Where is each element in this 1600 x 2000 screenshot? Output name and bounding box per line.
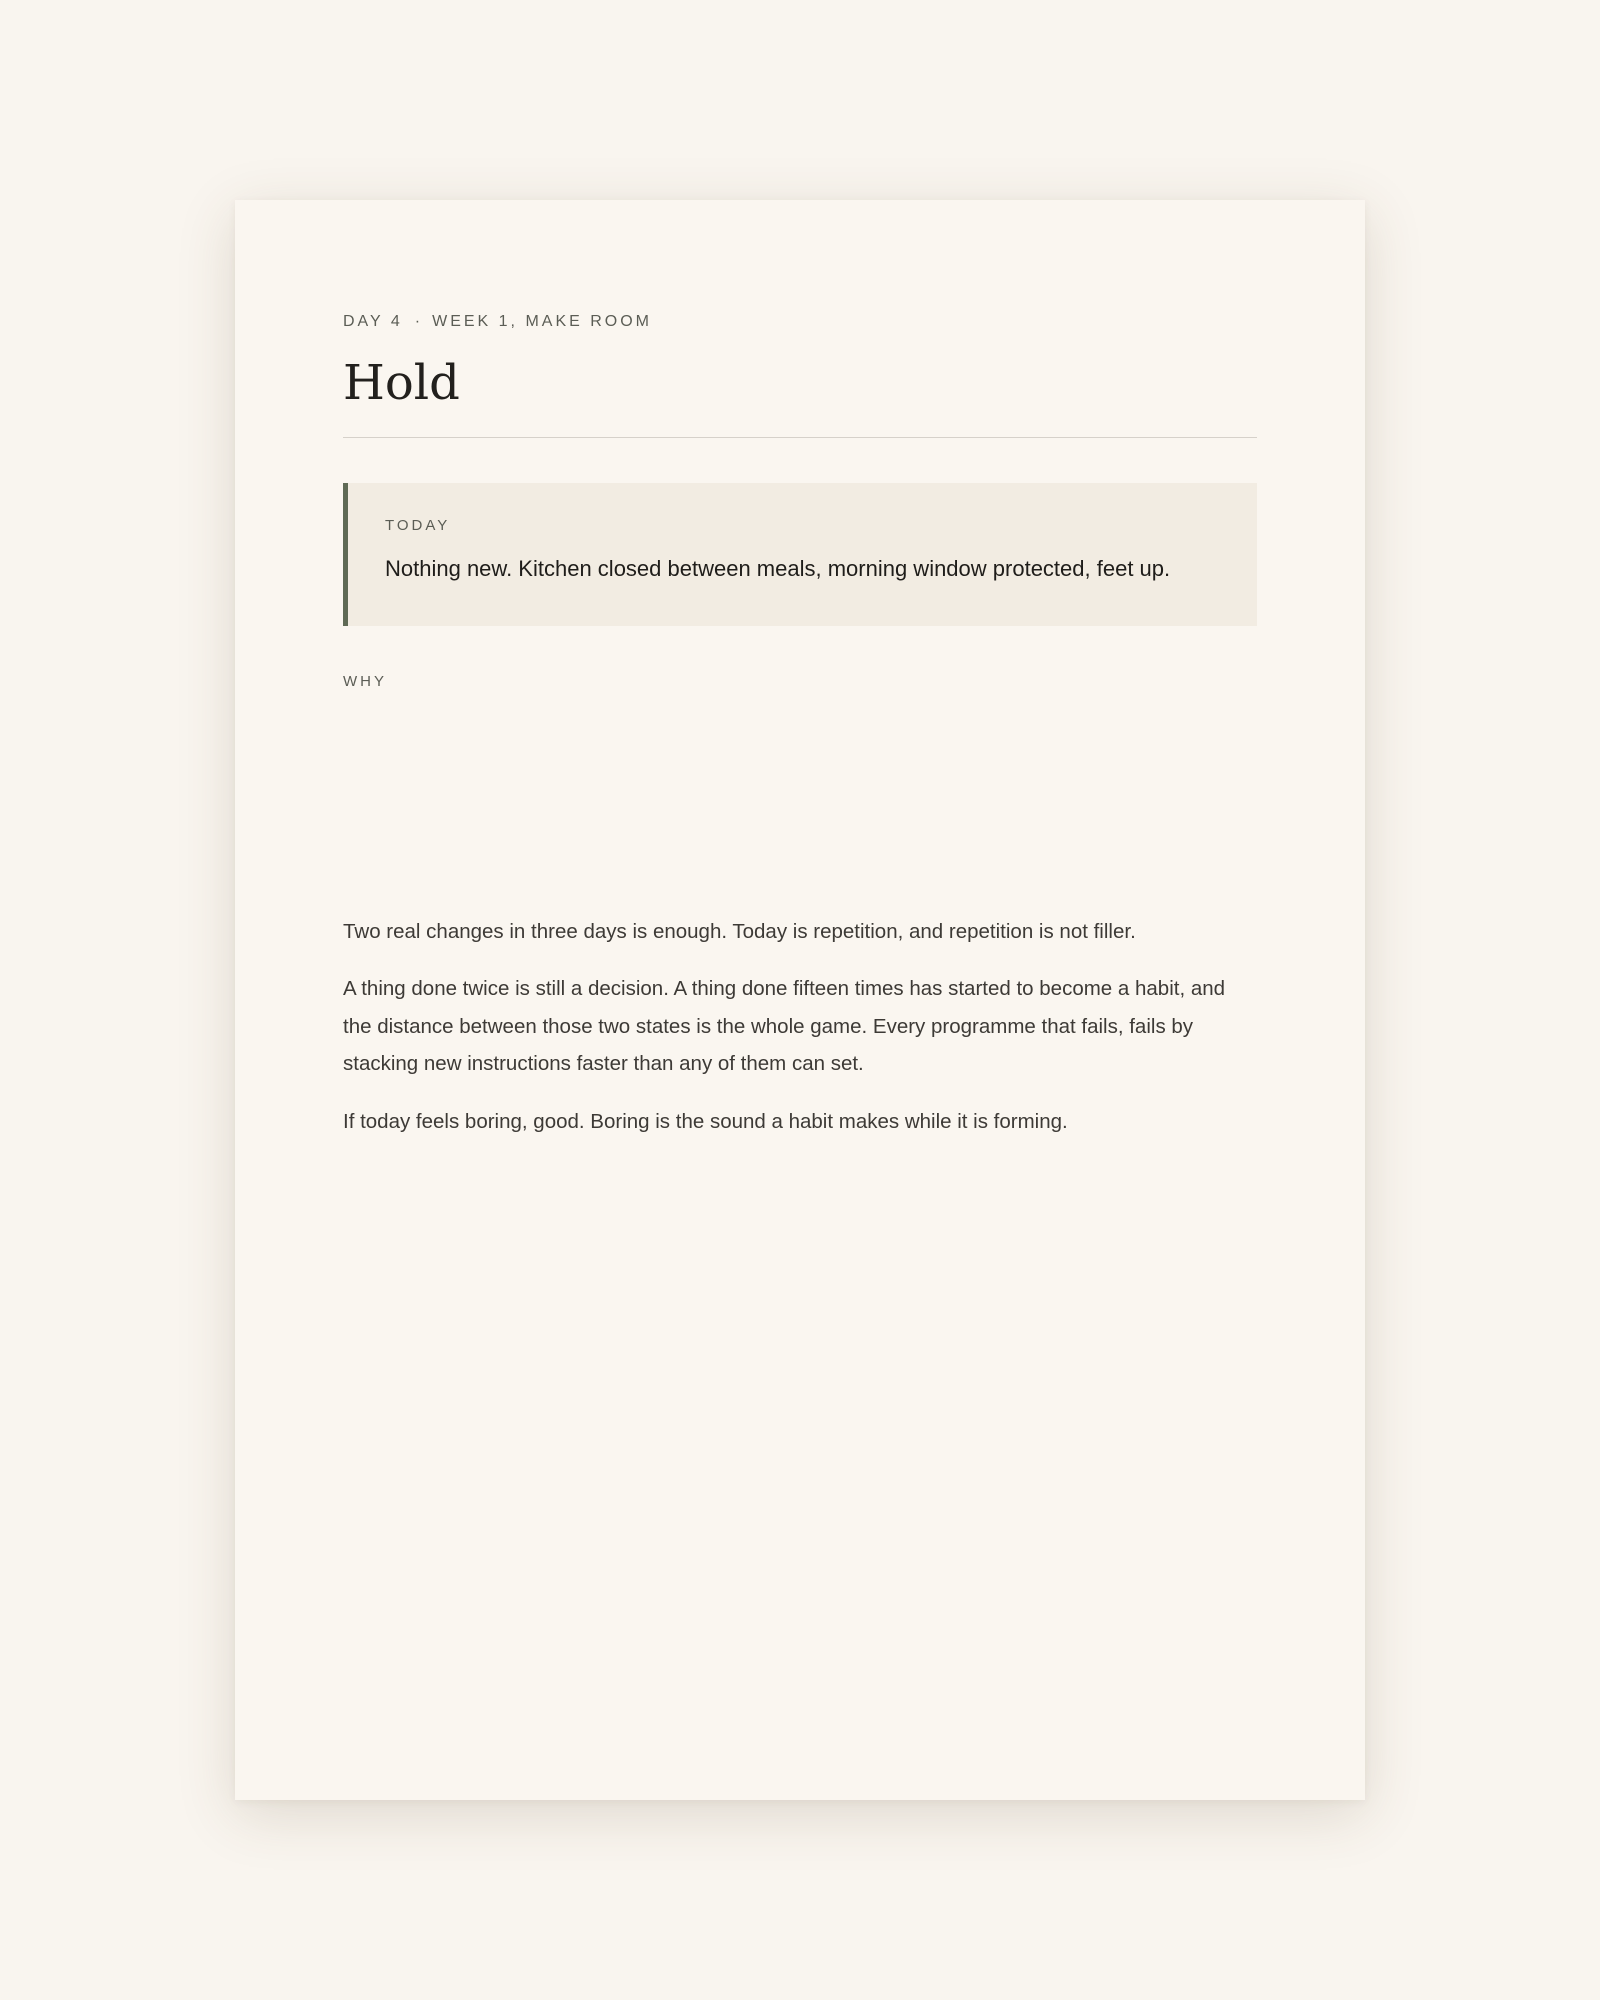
why-label: WHY (343, 673, 387, 690)
today-callout (343, 483, 1257, 626)
why-paragraph-3: If today feels boring, good. Boring is the sound a habit makes while it is forming. (343, 1110, 1068, 1133)
title-divider (343, 437, 1257, 438)
today-label: TODAY (385, 517, 451, 534)
today-text: Nothing new. Kitchen closed between meals, morning window protected, feet up. (385, 556, 1171, 581)
page-title: Hold (343, 355, 460, 411)
why-paragraph-1: Two real changes in three days is enough. Today is repetition, and repetition is not filler. (343, 920, 1136, 943)
week-label: WEEK 1, MAKE ROOM (432, 313, 653, 330)
why-paragraph-2: A thing done twice is still a decision. A thing done fifteen times has started to become a habit, and the distance between those two states is the whole game. Every programme that fails, fails by stacking new instructions faster than any of them can set. (343, 977, 1226, 1075)
day-label: DAY 4 (343, 313, 403, 330)
meta-separator: · (414, 313, 421, 330)
journal-page (235, 200, 1365, 1800)
day-week-eyebrow (343, 313, 652, 331)
